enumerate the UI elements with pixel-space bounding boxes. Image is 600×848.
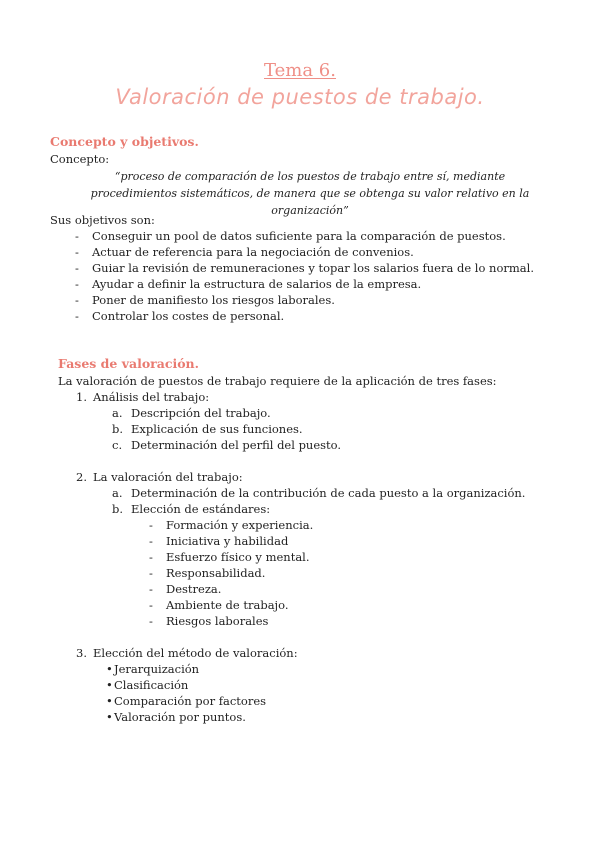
bullet-marker: • (106, 678, 113, 692)
dash-marker: - (149, 550, 153, 564)
dash-marker: - (149, 598, 153, 612)
dash-marker: - (149, 518, 153, 532)
fases-intro: La valoración de puestos de trabajo requiere de la aplicación de tres fases: (58, 374, 497, 388)
letter-marker: b. (112, 422, 124, 436)
bullet-marker: • (106, 694, 113, 708)
dash-marker: - (75, 245, 79, 259)
letter-marker: c. (112, 438, 123, 452)
dash-marker: - (75, 309, 79, 323)
bullet-marker: • (106, 662, 113, 676)
dash-marker: - (149, 614, 153, 628)
number-marker: 1. (76, 390, 87, 404)
dash-marker: - (75, 293, 79, 307)
section-heading-concepto: Concepto y objetivos. (50, 134, 199, 149)
concepto-quote: “proceso de comparación de los puestos de trabajo entre sí, mediante procedimientos sistemáticos, de manera que se obtenga su valor relativo en la organización” (90, 170, 530, 217)
objetivos-label: Sus objetivos son: (50, 213, 155, 227)
dash-marker: - (75, 261, 79, 275)
letter-marker: a. (112, 406, 123, 420)
number-marker: 3. (76, 646, 87, 660)
dash-marker: - (149, 582, 153, 596)
dash-marker: - (149, 534, 153, 548)
letter-marker: a. (112, 486, 123, 500)
dash-marker: - (75, 229, 79, 243)
concepto-label: Concepto: (50, 152, 110, 166)
fase-3-label: Elección del método de valoración: (93, 646, 298, 660)
dash-marker: - (149, 566, 153, 580)
fase-1-label: Análisis del trabajo: (93, 390, 210, 404)
number-marker: 2. (76, 470, 87, 484)
dash-marker: - (75, 277, 79, 291)
letter-marker: b. (112, 502, 124, 516)
page-title: Tema 6. (264, 60, 336, 81)
section-heading-fases: Fases de valoración. (58, 356, 199, 371)
page-subtitle: Valoración de puestos de trabajo. (115, 85, 485, 109)
fase-2-label: La valoración del trabajo: (93, 470, 243, 484)
bullet-marker: • (106, 710, 113, 724)
